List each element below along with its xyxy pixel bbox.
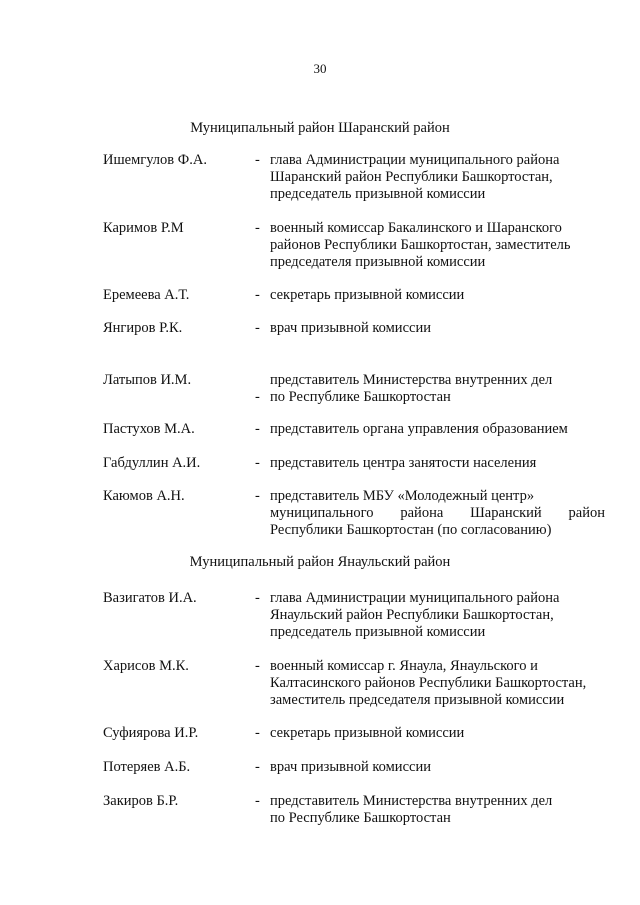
member-name: Еремеева А.Т. — [103, 287, 190, 303]
page-number: 30 — [313, 61, 327, 76]
role-line: представитель органа управления образованием — [270, 421, 568, 437]
role-line: районов Республики Башкортостан, заместитель — [270, 237, 571, 253]
member-name: Габдуллин А.И. — [103, 455, 201, 471]
dash-separator: - — [255, 220, 260, 236]
role-line: Калтасинского районов Республики Башкортостан, — [270, 675, 587, 691]
member-role — [270, 372, 605, 406]
member-name: Каримов Р.М — [103, 220, 184, 236]
dash-separator: - — [255, 389, 260, 405]
member-role — [270, 488, 605, 539]
member-name: Ишемгулов Ф.А. — [103, 152, 207, 168]
member-name: Харисов М.К. — [103, 658, 189, 674]
role-line: председатель призывной комиссии — [270, 186, 486, 202]
dash-separator: - — [255, 488, 260, 504]
role-line: представитель Министерства внутренних дел — [270, 372, 553, 388]
member-role — [270, 220, 605, 271]
member-role — [270, 455, 605, 472]
dash-separator: - — [255, 320, 260, 336]
role-line: секретарь призывной комиссии — [270, 725, 465, 741]
role-line: представитель МБУ «Молодежный центр» — [270, 488, 535, 504]
member-name: Закиров Б.Р. — [103, 793, 179, 809]
dash-separator: - — [255, 793, 260, 809]
role-line: по Республике Башкортостан — [270, 389, 451, 405]
section-title-yanaul: Муниципальный район Янаульский район — [189, 554, 451, 570]
member-role — [270, 320, 605, 337]
role-line: Янаульский район Республики Башкортостан, — [270, 607, 554, 623]
role-line: военный комиссар Бакалинского и Шаранского — [270, 220, 562, 236]
member-role — [270, 725, 605, 742]
role-line: представитель центра занятости населения — [270, 455, 537, 471]
dash-separator: - — [255, 725, 260, 741]
role-line: секретарь призывной комиссии — [270, 287, 465, 303]
role-line: Шаранский район Республики Башкортостан, — [270, 169, 553, 185]
role-line: председателя призывной комиссии — [270, 254, 486, 270]
member-role — [270, 658, 605, 709]
dash-separator: - — [255, 152, 260, 168]
member-role — [270, 421, 605, 438]
member-name: Суфиярова И.Р. — [103, 725, 199, 741]
dash-separator: - — [255, 455, 260, 471]
role-line: военный комиссар г. Янаула, Янаульского и — [270, 658, 538, 674]
member-role — [270, 152, 605, 203]
role-line: заместитель председателя призывной комиссии — [270, 692, 565, 708]
role-line: Республики Башкортостан (по согласованию) — [270, 522, 552, 538]
dash-separator: - — [255, 759, 260, 775]
role-line: председатель призывной комиссии — [270, 624, 486, 640]
role-line: муниципального района Шаранский район — [270, 505, 605, 521]
member-name: Вазигатов И.А. — [103, 590, 197, 606]
role-line: врач призывной комиссии — [270, 320, 431, 336]
role-line: глава Администрации муниципального района — [270, 152, 560, 168]
member-name: Пастухов М.А. — [103, 421, 195, 437]
role-line: представитель Министерства внутренних дел — [270, 793, 553, 809]
member-name: Каюмов А.Н. — [103, 488, 185, 504]
section-title-sharan: Муниципальный район Шаранский район — [190, 120, 450, 136]
role-line: врач призывной комиссии — [270, 759, 431, 775]
member-role — [270, 590, 605, 641]
dash-separator: - — [255, 658, 260, 674]
member-name: Латыпов И.М. — [103, 372, 192, 388]
member-role — [270, 759, 605, 776]
member-role — [270, 793, 605, 827]
dash-separator: - — [255, 287, 260, 303]
dash-separator: - — [255, 590, 260, 606]
member-name: Потеряев А.Б. — [103, 759, 191, 775]
dash-separator: - — [255, 421, 260, 437]
member-role — [270, 287, 605, 304]
member-name: Янгиров Р.К. — [103, 320, 183, 336]
role-line: по Республике Башкортостан — [270, 810, 451, 826]
role-line: глава Администрации муниципального района — [270, 590, 560, 606]
